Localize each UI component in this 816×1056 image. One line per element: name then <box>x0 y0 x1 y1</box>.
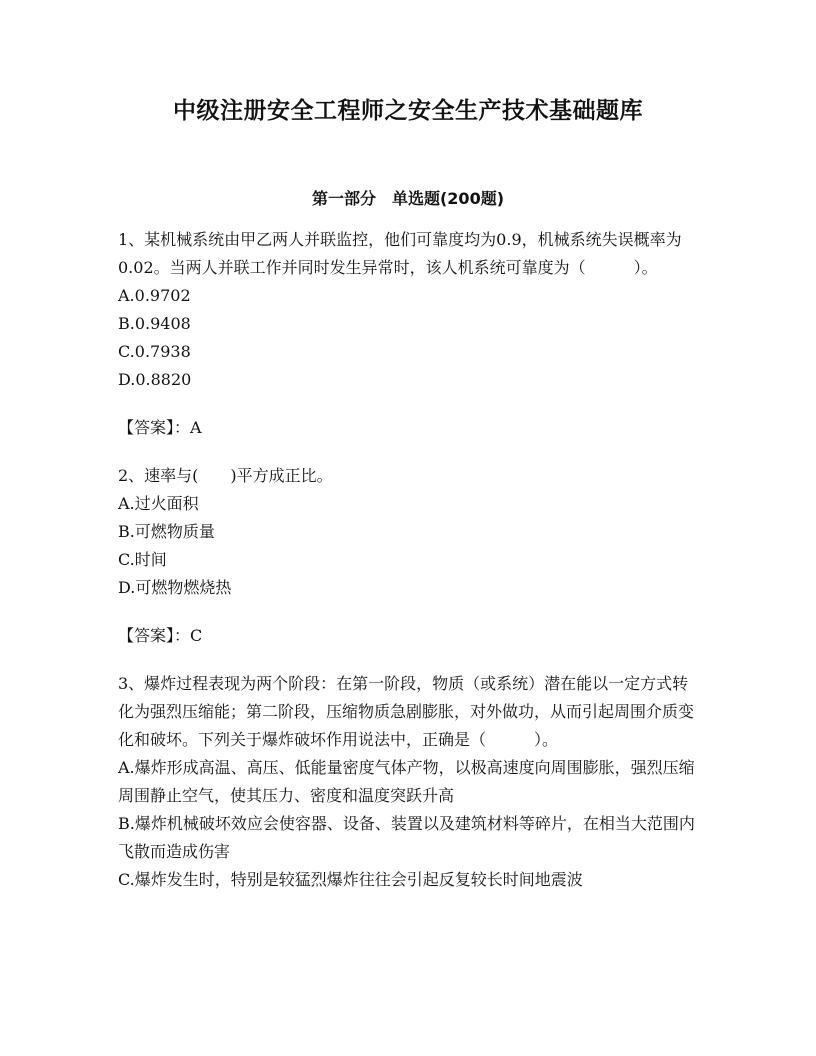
page-title: 中级注册安全工程师之安全生产技术基础题库 <box>173 98 643 124</box>
option-a: A.爆炸形成高温、高压、低能量密度气体产物，以极高速度向周围膨胀，强烈压缩周围静止空气，使其压力、密度和温度突跃升高 <box>118 758 695 805</box>
question-2 <box>118 462 698 650</box>
option-a: A.过火面积 <box>118 494 199 513</box>
answer-2 <box>118 622 698 650</box>
option-d: D.0.8820 <box>118 370 192 389</box>
option-b: B.爆炸机械破坏效应会使容器、设备、装置以及建筑材料等碎片，在相当大范围内飞散而造成伤害 <box>118 814 695 861</box>
question-1 <box>118 226 698 442</box>
question-text: 1、某机械系统由甲乙两人并联监控，他们可靠度均为0.9，机械系统失误概率为0.02。当两人并联工作并同时发生异常时，该人机系统可靠度为（ ）。 <box>118 230 682 277</box>
answer-label: 【答案】： <box>118 626 191 645</box>
option-c: C.0.7938 <box>118 342 191 361</box>
option-c: C.时间 <box>118 550 167 569</box>
question-list <box>118 226 698 894</box>
answer-value: A <box>190 418 202 437</box>
answer-1 <box>118 414 698 442</box>
option-a: A.0.9702 <box>118 286 191 305</box>
question-text: 3、爆炸过程表现为两个阶段：在第一阶段，物质（或系统）潜在能以一定方式转化为强烈压缩能；第二阶段，压缩物质急剧膨胀，对外做功，从而引起周围介质变化和破坏。下列关于爆炸破坏作用说法中，正确是（ ）。 <box>118 674 695 749</box>
question-3 <box>118 670 698 894</box>
section-title: 第一部分 单选题(200题) <box>311 189 505 208</box>
question-text: 2、速率与( )平方成正比。 <box>118 466 333 485</box>
answer-value: C <box>190 626 203 645</box>
option-b: B.可燃物质量 <box>118 522 215 541</box>
option-d: D.可燃物燃烧热 <box>118 578 232 597</box>
option-b: B.0.9408 <box>118 314 191 333</box>
answer-label: 【答案】： <box>118 418 191 437</box>
option-c: C.爆炸发生时，特别是较猛烈爆炸往往会引起反复较长时间地震波 <box>118 870 583 889</box>
